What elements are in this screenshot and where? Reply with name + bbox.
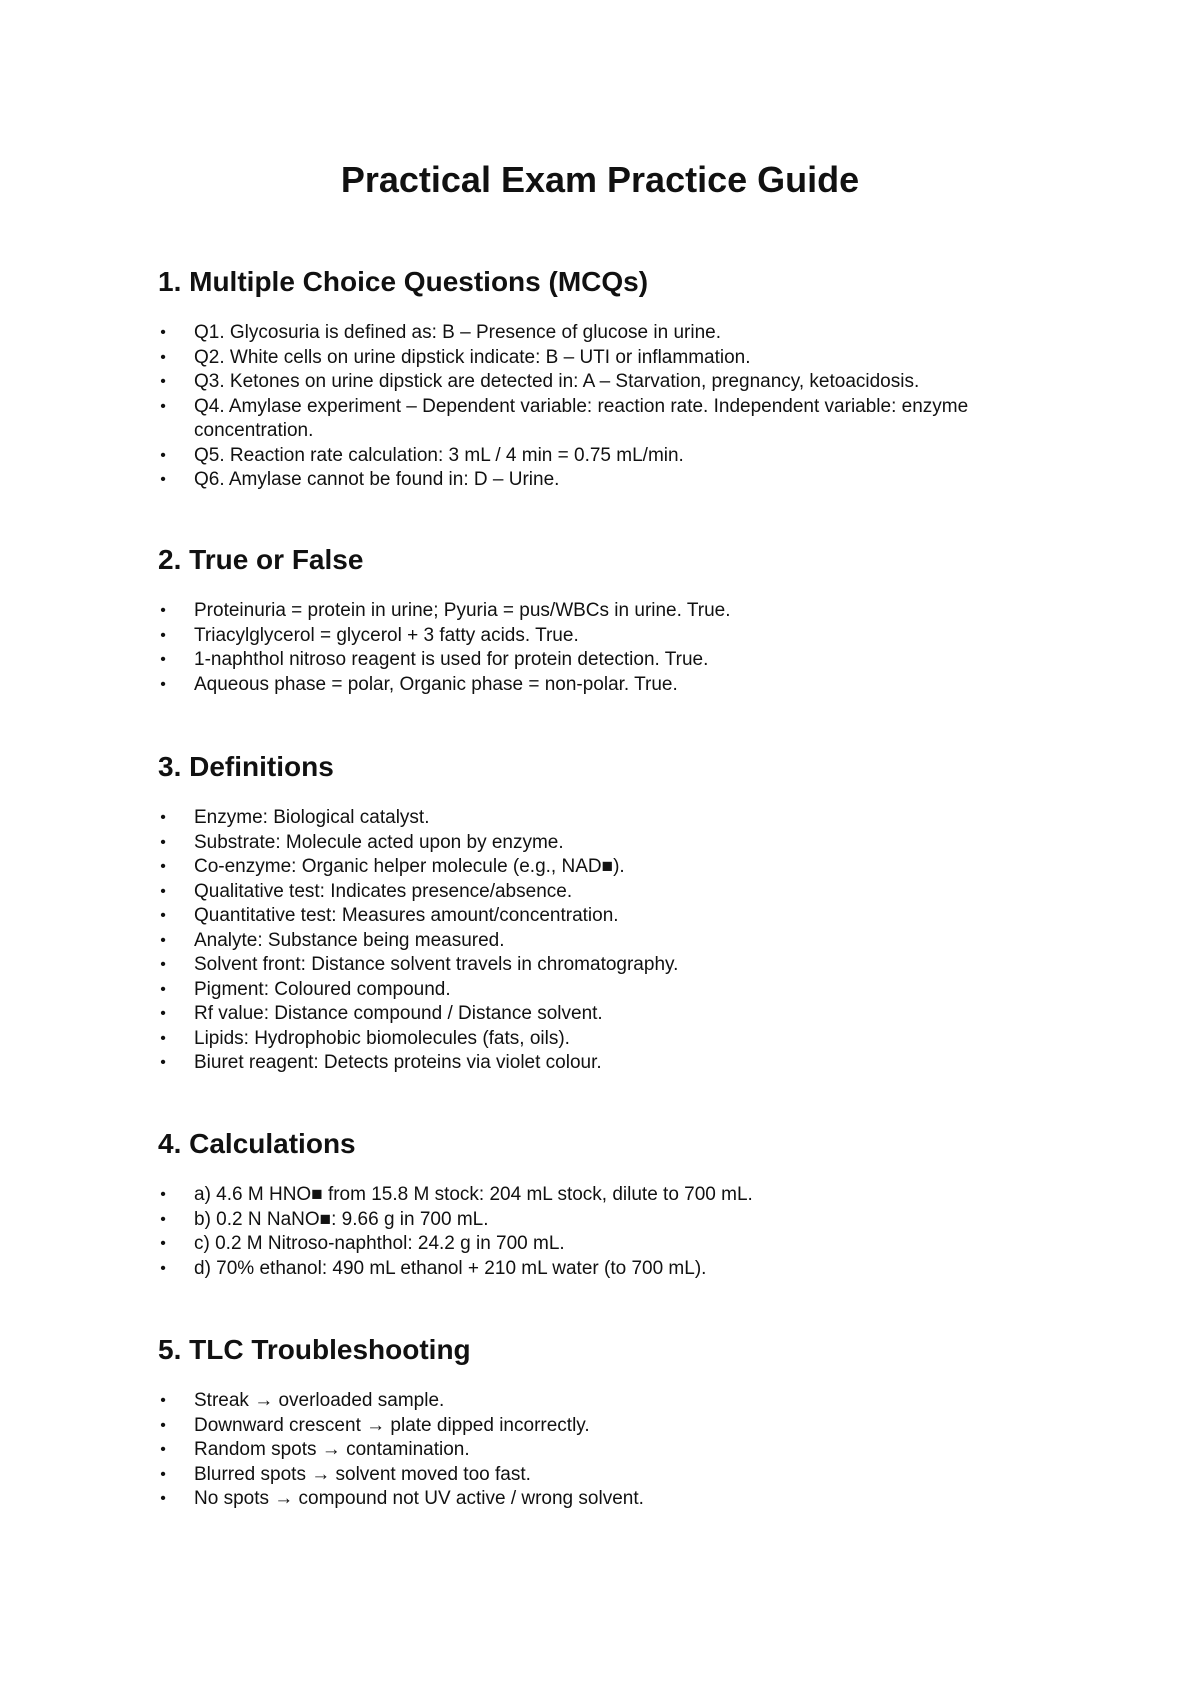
list-item [158,1183,1058,1208]
bullet-icon: • [160,809,166,826]
list-item [158,599,1058,624]
list-item [158,1389,1058,1414]
list-item-text: Biuret reagent: Detects proteins via violet colour. [194,1052,602,1073]
list-item [158,624,1058,649]
list-item [158,395,1058,444]
bullet-icon: • [160,931,166,949]
bullet-list [158,1183,1058,1281]
list-item-text: Qualitative test: Indicates presence/absence. [194,880,573,902]
list-item [158,1257,1058,1282]
list-item [158,648,1058,673]
list-item-text: No spots → compound not UV active / wrong solvent. [194,1488,644,1509]
list-item-text: Solvent front: Distance solvent travels in chromatography. [194,954,679,975]
list-item [158,904,1058,929]
list-item-text: Q5. Reaction rate calculation: 3 mL / 4 min = 0.75 mL/min. [194,444,684,466]
bullet-icon: • [160,446,166,464]
section-heading: 2. True or False [158,544,364,575]
bullet-icon: • [160,907,166,924]
bullet-icon: • [160,858,166,875]
list-item [158,1002,1058,1027]
section-true-or-false [158,543,1058,697]
bullet-icon: • [160,882,166,900]
bullet-icon: • [160,626,166,644]
bullet-icon: • [160,1441,166,1458]
bullet-icon: • [160,1029,166,1047]
list-item [158,1208,1058,1233]
list-item [158,444,1058,469]
list-item-text: Random spots → contamination. [194,1439,470,1460]
list-item [158,346,1058,371]
bullet-list [158,806,1058,1076]
bullet-icon: • [160,675,166,693]
list-item [158,1027,1058,1052]
bullet-icon: • [160,602,166,619]
list-item-text: d) 70% ethanol: 490 mL ethanol + 210 mL water (to 700 mL). [194,1257,707,1279]
list-item [158,1232,1058,1257]
section-heading: 4. Calculations [158,1128,356,1159]
bullet-icon: • [160,1259,166,1277]
list-item [158,1414,1058,1439]
bullet-icon: • [160,833,166,851]
section-definitions [158,750,1058,1076]
bullet-icon: • [160,397,166,415]
list-item-text: Rf value: Distance compound / Distance solvent. [194,1003,603,1024]
page-title: Practical Exam Practice Guide [340,159,860,200]
list-item [158,370,1058,395]
list-item [158,978,1058,1003]
list-item-text: a) 4.6 M HNO■ from 15.8 M stock: 204 mL stock, dilute to 700 mL. [194,1184,753,1205]
bullet-list [158,599,1058,697]
section-heading: 5. TLC Troubleshooting [158,1334,471,1365]
bullet-icon: • [160,1465,166,1483]
bullet-icon: • [160,1416,166,1434]
section-calculations [158,1127,1058,1281]
list-item-text: Q4. Amylase experiment – Dependent variable: reaction rate. Independent variable: enzyme concentration. [194,395,969,441]
section-tlc-troubleshooting [158,1333,1058,1512]
list-item-text: Quantitative test: Measures amount/concentration. [194,905,619,926]
list-item [158,1438,1058,1463]
list-item-text: Enzyme: Biological catalyst. [194,807,430,828]
list-item [158,806,1058,831]
list-item-text: 1-naphthol nitroso reagent is used for protein detection. True. [194,649,709,670]
bullet-icon: • [160,348,166,366]
list-item [158,673,1058,698]
list-item-text: Co-enzyme: Organic helper molecule (e.g., NAD■). [194,856,625,877]
list-item-text: Q3. Ketones on urine dipstick are detected in: A – Starvation, pregnancy, ketoacidosis. [194,371,920,392]
list-item-text: Lipids: Hydrophobic biomolecules (fats, oils). [194,1027,570,1049]
list-item-text: Blurred spots → solvent moved too fast. [194,1463,531,1485]
list-item-text: Substrate: Molecule acted upon by enzyme. [194,831,564,853]
section-heading: 3. Definitions [158,751,334,782]
list-item-text: Analyte: Substance being measured. [194,929,505,951]
bullet-icon: • [160,1490,166,1507]
list-item [158,468,1058,493]
bullet-icon: • [160,324,166,341]
list-item [158,855,1058,880]
bullet-icon: • [160,980,166,998]
list-item-text: Q1. Glycosuria is defined as: B – Presence of glucose in urine. [194,322,721,343]
list-item-text: b) 0.2 N NaNO■: 9.66 g in 700 mL. [194,1208,489,1230]
bullet-icon: • [160,1392,166,1409]
bullet-icon: • [160,471,166,488]
list-item-text: Triacylglycerol = glycerol + 3 fatty acids. True. [194,624,579,646]
list-item [158,1051,1058,1076]
list-item-text: Q6. Amylase cannot be found in: D – Urine. [194,469,560,490]
bullet-icon: • [160,1186,166,1203]
list-item [158,321,1058,346]
bullet-icon: • [160,956,166,973]
list-item-text: Proteinuria = protein in urine; Pyuria = pus/WBCs in urine. True. [194,600,731,621]
bullet-icon: • [160,651,166,668]
list-item [158,929,1058,954]
bullet-icon: • [160,1005,166,1022]
bullet-icon: • [160,1054,166,1071]
list-item-text: Downward crescent → plate dipped incorrectly. [194,1414,590,1436]
section-mcqs [158,265,1058,493]
list-item-text: c) 0.2 M Nitroso-naphthol: 24.2 g in 700 mL. [194,1233,565,1254]
bullet-list [158,1389,1058,1512]
bullet-list [158,321,1058,493]
list-item-text: Aqueous phase = polar, Organic phase = non-polar. True. [194,673,678,695]
bullet-icon: • [160,373,166,390]
list-item [158,1487,1058,1512]
list-item [158,880,1058,905]
bullet-icon: • [160,1210,166,1228]
list-item [158,1463,1058,1488]
section-heading: 1. Multiple Choice Questions (MCQs) [158,266,649,297]
list-item-text: Streak → overloaded sample. [194,1390,445,1411]
bullet-icon: • [160,1235,166,1252]
list-item-text: Pigment: Coloured compound. [194,978,451,1000]
list-item [158,953,1058,978]
list-item-text: Q2. White cells on urine dipstick indicate: B – UTI or inflammation. [194,346,751,368]
list-item [158,831,1058,856]
